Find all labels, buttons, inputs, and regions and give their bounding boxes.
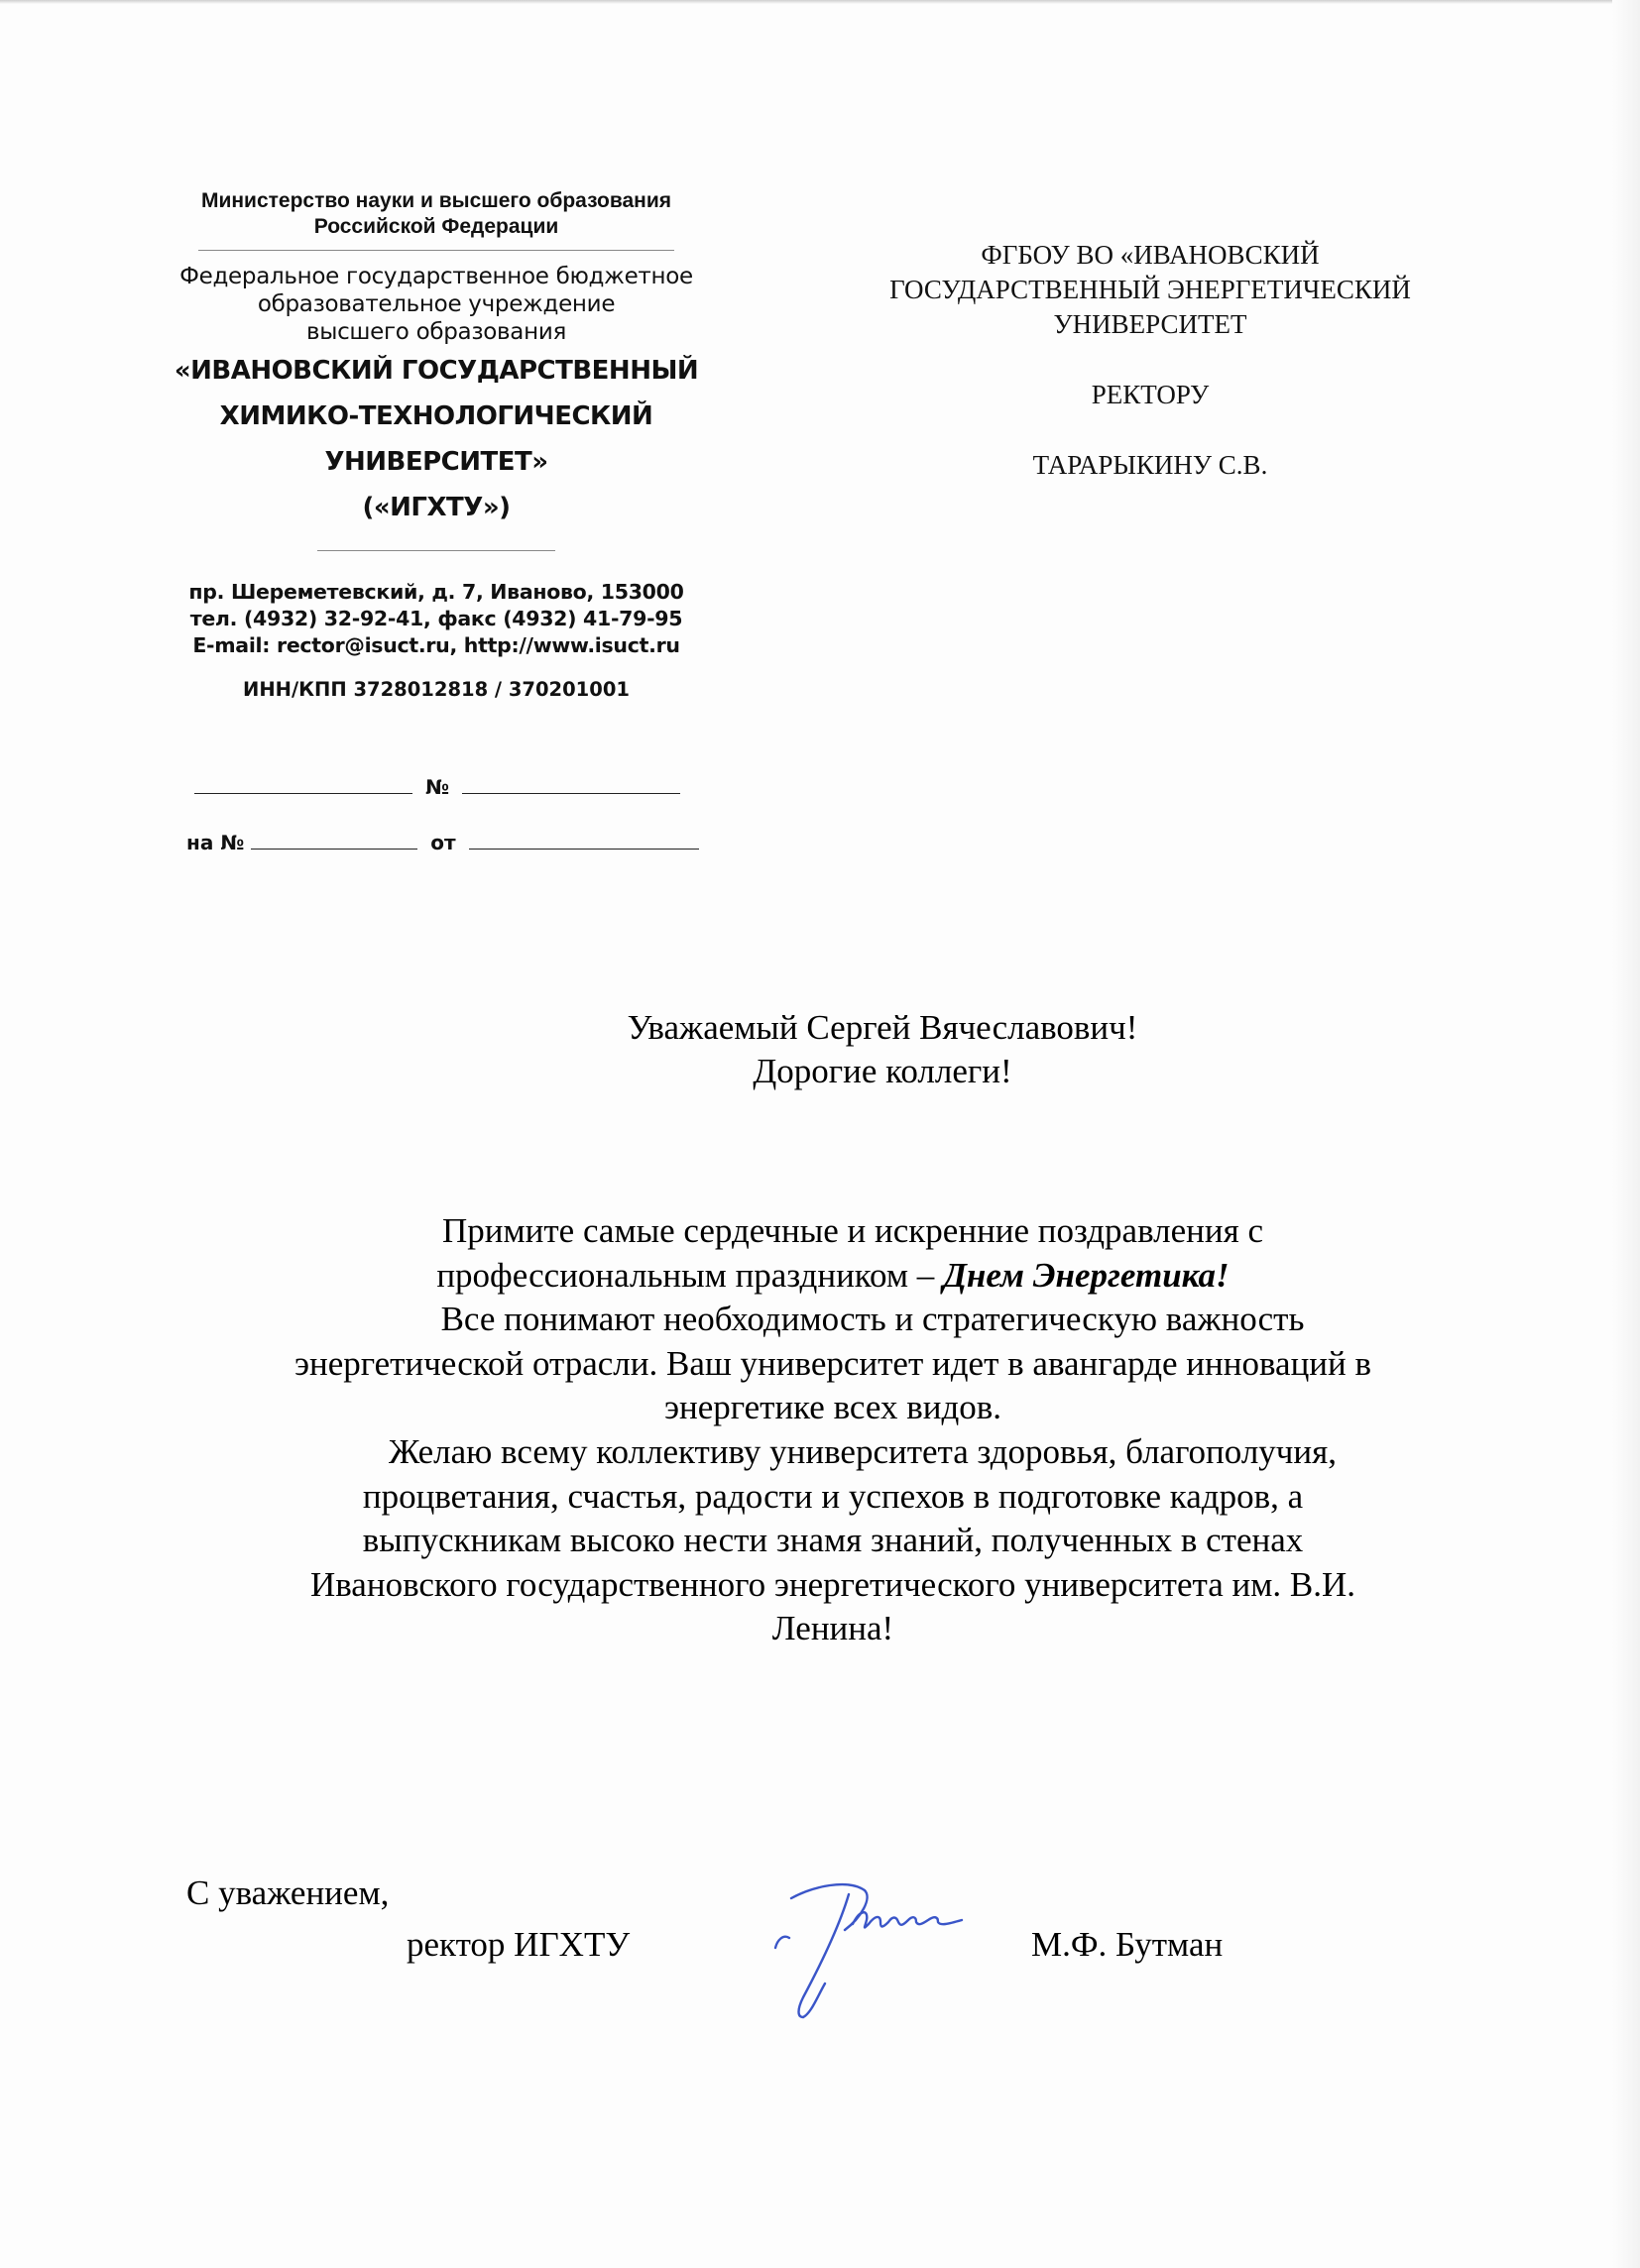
signer-name: М.Ф. Бутман [1031, 1925, 1224, 1964]
addressee-line-2: ГОСУДАРСТВЕННЫЙ ЭНЕРГЕТИЧЕСКИЙ [889, 275, 1411, 304]
greeting-line-2: Дорогие коллеги! [753, 1052, 1012, 1090]
letterhead-divider-short [317, 550, 555, 551]
reply-date-label: от [430, 831, 456, 854]
ministry-line-2: Российской Федерации [313, 215, 559, 238]
ministry-line-1: Министерство науки и высшего образования [200, 189, 672, 212]
addressee-line-3: УНИВЕРСИТЕТ [1053, 309, 1247, 339]
reply-to-row [186, 827, 699, 854]
letterhead [159, 188, 714, 703]
greeting-line-1: Уважаемый Сергей Вячеславович! [627, 1008, 1138, 1047]
org-type-line-2: образовательное учреждение [257, 291, 616, 317]
outgoing-date-blank [194, 771, 412, 794]
body-p3-line-5: Ленина! [771, 1609, 894, 1648]
phone-fax: тел. (4932) 32-92-41, факс (4932) 41-79-95 [189, 607, 683, 630]
body-p3-line-1: Желаю всему коллективу университета здоровья, благополучия, [389, 1431, 1337, 1471]
handwritten-signature [754, 1869, 992, 2047]
postal-address: пр. Шереметевский, д. 7, Иваново, 153000 [188, 580, 684, 604]
university-name-line-1: «ИВАНОВСКИЙ ГОСУДАРСТВЕННЫЙ [174, 356, 699, 386]
addressee-title: РЕКТОРУ [1091, 380, 1210, 409]
body-p3-line-3: выпускникам высоко нести знамя знаний, полученных в стенах [362, 1521, 1304, 1560]
scan-edge-top [0, 0, 1640, 4]
body-p3-line-2: процветания, счастья, радости и успехов в подготовке кадров, а [362, 1476, 1304, 1516]
outgoing-number-blank [462, 771, 680, 794]
email-website: E-mail: rector@isuct.ru, http://www.isuct.ru [192, 633, 680, 657]
body-p1-line-2 [119, 1254, 1547, 1299]
body-p2-line-2: энергетической отрасли. Ваш университет идет в авангарде инноваций в [293, 1343, 1372, 1383]
letterhead-divider [198, 250, 674, 251]
university-abbreviation: («ИГХТУ») [362, 493, 511, 522]
addressee-line-1: ФГБОУ ВО «ИВАНОВСКИЙ [981, 240, 1320, 270]
reply-to-label: на № [186, 831, 245, 854]
reply-to-number-blank [251, 827, 417, 850]
scan-edge-right [1612, 0, 1640, 2268]
body-p1-line-2-text: профессиональным праздником – [436, 1255, 944, 1295]
body-p2-line-3: энергетике всех видов. [663, 1388, 1002, 1427]
body-p3-line-4: Ивановского государственного энергетического университета им. В.И. [309, 1564, 1356, 1604]
university-name-line-3: УНИВЕРСИТЕТ» [324, 447, 548, 477]
addressee-name: ТАРАРЫКИНУ С.В. [1032, 450, 1268, 480]
org-type-line-3: высшего образования [305, 319, 567, 345]
body-p2-line-1: Все понимают необходимость и стратегическую важность [440, 1300, 1305, 1339]
addressee-block [833, 238, 1467, 483]
org-type-line-1: Федеральное государственное бюджетное [179, 264, 693, 289]
reply-date-blank [469, 827, 699, 850]
closing-regards: С уважением, [186, 1873, 390, 1912]
body-p1-line-1: Примите самые сердечные и искренние поздравления с [442, 1211, 1263, 1250]
inn-kpp: ИНН/КПП 3728012818 / 370201001 [243, 678, 630, 701]
university-name-line-2: ХИМИКО-ТЕХНОЛОГИЧЕСКИЙ [219, 401, 653, 431]
outgoing-number-row [194, 771, 680, 799]
letter-body [119, 1209, 1547, 1651]
greeting [496, 1006, 1269, 1093]
holiday-name: Днем Энергетика! [943, 1255, 1230, 1295]
signer-role: ректор ИГХТУ [407, 1925, 631, 1964]
outgoing-number-label: № [424, 775, 450, 799]
